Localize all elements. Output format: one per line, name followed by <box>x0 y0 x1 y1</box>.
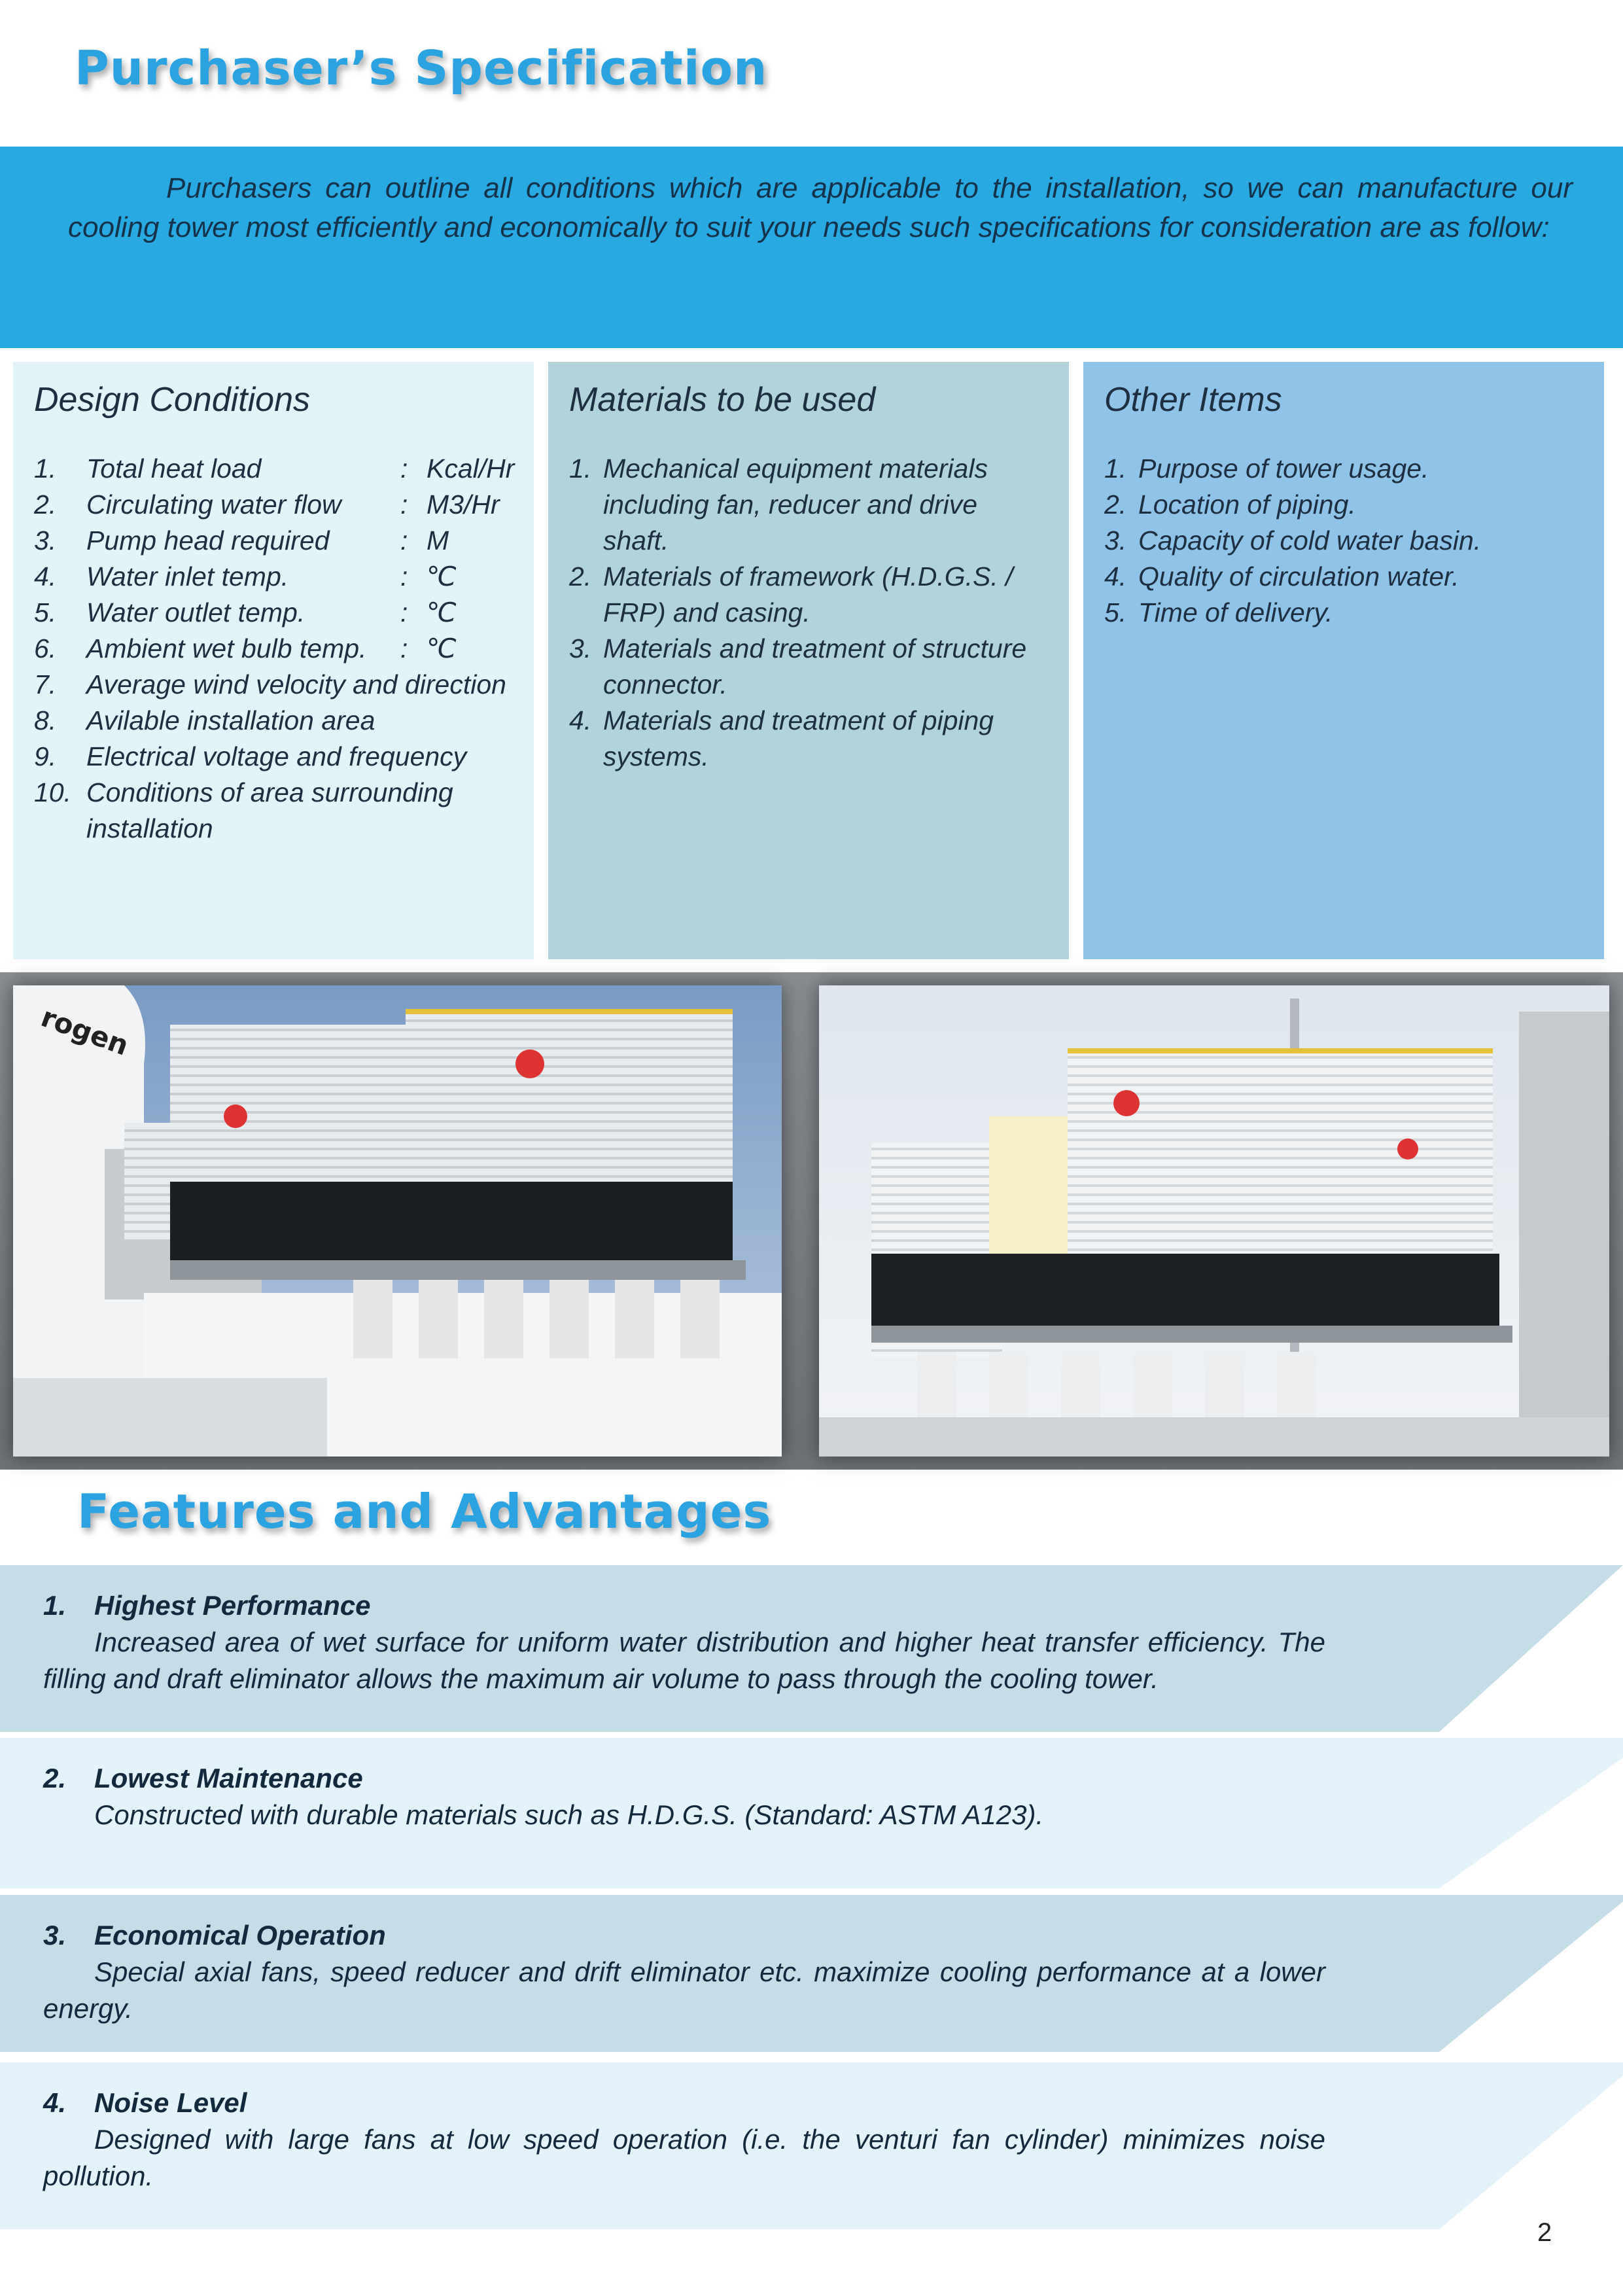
page-title: Purchaser’s Specification <box>75 41 768 96</box>
item-text: Capacity of cold water basin. <box>1138 525 1482 556</box>
materials-heading: Materials to be used <box>569 381 876 419</box>
feature-title-text: Economical Operation <box>94 1920 386 1951</box>
list-item <box>569 703 1048 775</box>
item-unit: ℃ <box>427 561 457 592</box>
list-item <box>569 451 1048 559</box>
item-text: Materials and treatment of piping systems. <box>603 705 994 771</box>
item-number: 1. <box>34 453 57 484</box>
item-number: 2. <box>569 561 592 592</box>
item-text: Materials of framework (H.D.G.S. / FRP) and casing. <box>603 561 1013 627</box>
feature-item-lowest-maintenance <box>0 1738 1623 1905</box>
features-heading: Features and Advantages <box>77 1484 772 1539</box>
item-text: Location of piping. <box>1138 489 1356 520</box>
feature-number: 2. <box>43 1763 67 1793</box>
item-number: 5. <box>34 597 57 627</box>
item-separator: : <box>400 453 408 484</box>
item-unit: Kcal/Hr <box>427 453 515 484</box>
item-text: Water outlet temp. <box>86 597 305 627</box>
item-text: Water inlet temp. <box>86 561 289 592</box>
item-separator: : <box>400 561 408 592</box>
list-item <box>1104 595 1583 631</box>
feature-body: Increased area of wet surface for uniform water distribution and higher heat transfer efficiency. The filling and draft eliminator allows the maximum air volume to pass through the cooling tower. <box>43 1627 1325 1694</box>
feature-body: Constructed with durable materials such as H.D.G.S. (Standard: ASTM A123). <box>94 1799 1044 1830</box>
feature-title <box>43 1760 1325 1797</box>
item-number: 4. <box>569 705 592 735</box>
list-item <box>34 523 513 559</box>
cooling-tower-photo-right <box>819 985 1609 1457</box>
feature-item-noise-level <box>0 2062 1623 2229</box>
list-item <box>34 487 513 523</box>
item-text: Conditions of area surrounding installation <box>86 777 453 843</box>
item-number: 2. <box>34 489 57 520</box>
feature-body: Special axial fans, speed reducer and drift eliminator etc. maximize cooling performance at a lower energy. <box>43 1956 1325 2024</box>
item-text: Mechanical equipment materials including fan, reducer and drive shaft. <box>603 453 988 556</box>
materials-panel <box>548 362 1069 959</box>
item-text: Avilable installation area <box>86 705 375 735</box>
item-number: 7. <box>34 669 57 699</box>
item-separator: : <box>400 525 408 556</box>
item-text: Purpose of tower usage. <box>1138 453 1429 484</box>
item-number: 3. <box>569 633 592 663</box>
item-text: Total heat load <box>86 453 262 484</box>
feature-title <box>43 1917 1325 1954</box>
page-number: 2 <box>1537 2218 1552 2247</box>
feature-title <box>43 1587 1325 1624</box>
list-item <box>569 631 1048 703</box>
design-conditions-heading: Design Conditions <box>34 381 311 419</box>
item-text: Quality of circulation water. <box>1138 561 1459 592</box>
item-number: 10. <box>34 777 71 807</box>
feature-item-economical-operation <box>0 1895 1623 2062</box>
cooling-tower-photo-left <box>13 985 782 1457</box>
item-text: Average wind velocity and direction <box>86 669 506 699</box>
feature-title <box>43 2085 1325 2121</box>
list-item <box>34 451 513 487</box>
list-item <box>1104 487 1583 523</box>
item-unit: M <box>427 525 449 556</box>
item-number: 4. <box>1104 561 1127 592</box>
feature-title-text: Lowest Maintenance <box>94 1763 363 1793</box>
feature-number: 4. <box>43 2087 67 2118</box>
design-conditions-panel <box>13 362 534 959</box>
photo-band <box>0 972 1623 1470</box>
item-number: 1. <box>569 453 592 484</box>
cooling-tower-illustration <box>819 985 1609 1457</box>
item-number: 6. <box>34 633 57 663</box>
design-conditions-list <box>34 451 513 847</box>
item-number: 1. <box>1104 453 1127 484</box>
item-number: 5. <box>1104 597 1127 627</box>
item-unit: M3/Hr <box>427 489 500 520</box>
feature-number: 1. <box>43 1590 67 1621</box>
item-separator: : <box>400 489 408 520</box>
other-items-list <box>1104 451 1583 631</box>
list-item <box>34 703 513 739</box>
item-number: 3. <box>1104 525 1127 556</box>
list-item <box>569 559 1048 631</box>
feature-body: Designed with large fans at low speed operation (i.e. the venturi fan cylinder) minimizes noise pollution. <box>43 2124 1325 2191</box>
list-item <box>34 667 513 703</box>
item-text: Ambient wet bulb temp. <box>86 633 367 663</box>
list-item <box>34 739 513 775</box>
item-number: 9. <box>34 741 57 771</box>
list-item <box>1104 451 1583 487</box>
list-item <box>34 631 513 667</box>
item-number: 2. <box>1104 489 1127 520</box>
list-item <box>1104 559 1583 595</box>
intro-text: Purchasers can outline all conditions which are applicable to the installation, so we can manufacture our cooling tower most efficiently and economically to suit your needs such specifications for consideration are as follow: <box>68 172 1573 243</box>
list-item <box>34 775 513 847</box>
item-number: 3. <box>34 525 57 556</box>
other-items-panel <box>1083 362 1604 959</box>
building-sign-text: rogen <box>37 1000 133 1062</box>
list-item <box>34 595 513 631</box>
list-item <box>34 559 513 595</box>
item-number: 8. <box>34 705 57 735</box>
item-text: Electrical voltage and frequency <box>86 741 467 771</box>
feature-item-highest-performance <box>0 1565 1623 1732</box>
list-item <box>1104 523 1583 559</box>
intro-banner <box>0 147 1623 348</box>
item-unit: ℃ <box>427 633 457 663</box>
item-separator: : <box>400 633 408 663</box>
item-unit: ℃ <box>427 597 457 627</box>
feature-title-text: Highest Performance <box>94 1590 371 1621</box>
item-text: Pump head required <box>86 525 330 556</box>
feature-number: 3. <box>43 1920 67 1951</box>
materials-list <box>569 451 1048 775</box>
item-number: 4. <box>34 561 57 592</box>
item-text: Circulating water flow <box>86 489 341 520</box>
other-items-heading: Other Items <box>1104 381 1282 419</box>
feature-title-text: Noise Level <box>94 2087 247 2118</box>
item-text: Time of delivery. <box>1138 597 1333 627</box>
cooling-tower-illustration <box>13 985 782 1457</box>
item-text: Materials and treatment of structure connector. <box>603 633 1027 699</box>
item-separator: : <box>400 597 408 627</box>
